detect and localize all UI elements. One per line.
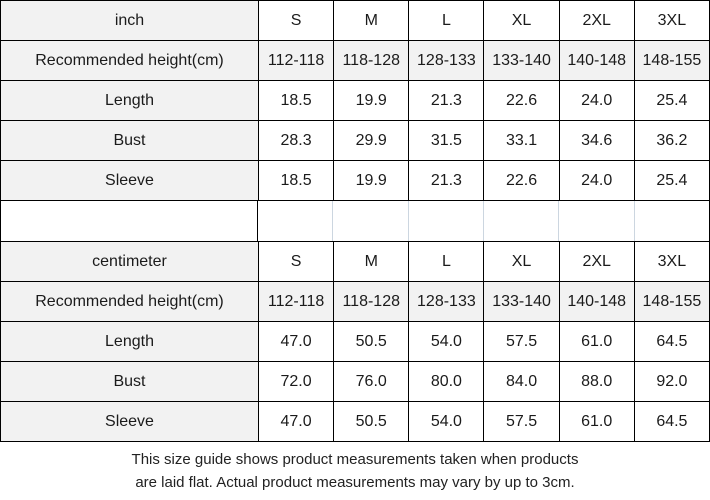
size-header-cell: 2XL	[559, 1, 634, 41]
table-row	[1, 322, 710, 362]
size-header-cell: S	[259, 242, 334, 282]
centimeter-table	[0, 241, 710, 442]
value-cell: 19.9	[334, 161, 409, 201]
row-label: Bust	[1, 121, 259, 161]
value-cell: 76.0	[334, 362, 409, 402]
value-cell: 57.5	[484, 322, 559, 362]
separator-row	[0, 201, 710, 241]
table-row	[1, 121, 710, 161]
value-cell: 54.0	[409, 322, 484, 362]
value-cell: 148-155	[634, 282, 709, 322]
separator-cell	[484, 201, 559, 241]
separator-cell	[409, 201, 484, 241]
row-label: Length	[1, 322, 259, 362]
value-cell: 50.5	[334, 322, 409, 362]
value-cell: 133-140	[484, 41, 559, 81]
separator-cell	[258, 201, 333, 241]
value-cell: 148-155	[634, 41, 709, 81]
row-label: Recommended height(cm)	[1, 282, 259, 322]
value-cell: 72.0	[259, 362, 334, 402]
table-row	[1, 41, 710, 81]
value-cell: 80.0	[409, 362, 484, 402]
value-cell: 24.0	[559, 81, 634, 121]
table-row	[1, 81, 710, 121]
row-label: Length	[1, 81, 259, 121]
table-row	[1, 402, 710, 442]
size-header-cell: M	[334, 1, 409, 41]
table-row	[1, 362, 710, 402]
centimeter-header-row	[1, 242, 710, 282]
inch-table	[0, 0, 710, 201]
value-cell: 18.5	[259, 81, 334, 121]
size-header-cell: L	[409, 1, 484, 41]
value-cell: 84.0	[484, 362, 559, 402]
value-cell: 21.3	[409, 81, 484, 121]
size-header-cell: 3XL	[634, 1, 709, 41]
value-cell: 88.0	[559, 362, 634, 402]
value-cell: 47.0	[259, 322, 334, 362]
value-cell: 34.6	[559, 121, 634, 161]
separator-cell	[635, 201, 709, 241]
separator-cell	[333, 201, 408, 241]
size-header-cell: S	[259, 1, 334, 41]
value-cell: 112-118	[259, 282, 334, 322]
row-label: Sleeve	[1, 402, 259, 442]
row-label: Sleeve	[1, 161, 259, 201]
table-row	[1, 282, 710, 322]
row-label: Recommended height(cm)	[1, 41, 259, 81]
value-cell: 33.1	[484, 121, 559, 161]
value-cell: 140-148	[559, 282, 634, 322]
separator-cell	[559, 201, 634, 241]
unit-label-centimeter: centimeter	[1, 242, 259, 282]
value-cell: 31.5	[409, 121, 484, 161]
unit-label-inch: inch	[1, 1, 259, 41]
value-cell: 140-148	[559, 41, 634, 81]
size-guide-note-line2: are laid flat. Actual product measurements may vary by up to 3cm.	[135, 474, 575, 491]
value-cell: 18.5	[259, 161, 334, 201]
value-cell: 118-128	[334, 282, 409, 322]
separator-cell	[1, 201, 258, 241]
size-header-cell: XL	[484, 1, 559, 41]
value-cell: 92.0	[634, 362, 709, 402]
inch-header-row	[1, 1, 710, 41]
value-cell: 22.6	[484, 81, 559, 121]
value-cell: 133-140	[484, 282, 559, 322]
value-cell: 118-128	[334, 41, 409, 81]
value-cell: 25.4	[634, 161, 709, 201]
size-header-cell: M	[334, 242, 409, 282]
value-cell: 61.0	[559, 322, 634, 362]
table-row	[1, 161, 710, 201]
size-header-cell: 2XL	[559, 242, 634, 282]
value-cell: 24.0	[559, 161, 634, 201]
size-header-cell: L	[409, 242, 484, 282]
value-cell: 112-118	[259, 41, 334, 81]
size-header-cell: 3XL	[634, 242, 709, 282]
value-cell: 64.5	[634, 322, 709, 362]
value-cell: 25.4	[634, 81, 709, 121]
value-cell: 22.6	[484, 161, 559, 201]
value-cell: 28.3	[259, 121, 334, 161]
value-cell: 50.5	[334, 402, 409, 442]
size-header-cell: XL	[484, 242, 559, 282]
value-cell: 47.0	[259, 402, 334, 442]
value-cell: 19.9	[334, 81, 409, 121]
value-cell: 21.3	[409, 161, 484, 201]
value-cell: 54.0	[409, 402, 484, 442]
value-cell: 29.9	[334, 121, 409, 161]
size-guide-note	[0, 442, 710, 500]
value-cell: 128-133	[409, 282, 484, 322]
value-cell: 128-133	[409, 41, 484, 81]
value-cell: 36.2	[634, 121, 709, 161]
value-cell: 61.0	[559, 402, 634, 442]
size-guide-note-line1: This size guide shows product measurements taken when products	[131, 451, 579, 468]
row-label: Bust	[1, 362, 259, 402]
value-cell: 64.5	[634, 402, 709, 442]
value-cell: 57.5	[484, 402, 559, 442]
